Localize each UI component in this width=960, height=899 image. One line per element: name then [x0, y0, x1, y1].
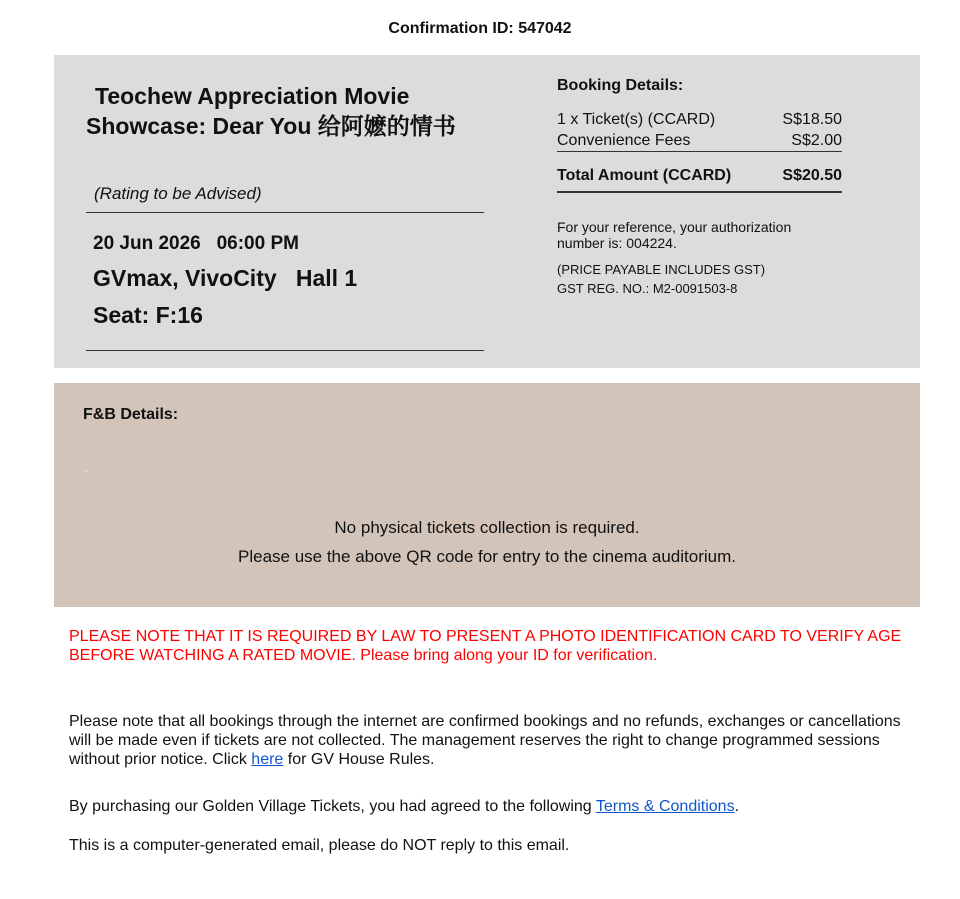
movie-rating: (Rating to be Advised): [94, 184, 262, 203]
ticket-price: S$18.50: [782, 111, 842, 128]
terms-statement: [69, 798, 909, 816]
booking-details-title: Booking Details:: [557, 77, 684, 94]
terms-suffix: .: [734, 798, 740, 815]
no-reply-notice: This is a computer-generated email, please do NOT reply to this email.: [69, 837, 570, 854]
fnb-panel: [54, 383, 920, 607]
total-label: Total Amount (CCARD): [557, 167, 732, 184]
terms-text: By purchasing our Golden Village Tickets, you had agreed to the following: [69, 798, 596, 815]
divider: [86, 212, 484, 213]
total-price: S$20.50: [782, 167, 842, 184]
confirmation-id: Confirmation ID: 547042: [388, 20, 572, 37]
ticket-label: 1 x Ticket(s) (CCARD): [557, 111, 716, 128]
qr-entry-message: Please use the above QR code for entry to the cinema auditorium.: [238, 547, 736, 566]
venue-name: GVmax, VivoCity: [93, 265, 277, 291]
photo-id-notice: PLEASE NOTE THAT IT IS REQUIRED BY LAW TO PRESENT A PHOTO IDENTIFICATION CARD TO VERIFY AGE BEFORE WATCHING A RATED MOVIE. Please bring along your ID for verification.: [69, 628, 902, 664]
booking-policy: [69, 712, 909, 769]
divider: [86, 350, 484, 351]
seat-number: Seat: F:16: [93, 302, 203, 328]
ticket-details-panel: [54, 55, 920, 368]
total-line: [557, 167, 842, 193]
movie-title-line1: Teochew Appreciation Movie: [95, 83, 410, 109]
show-venue: [93, 265, 357, 292]
movie-title-rest: Showcase: Dear You 给阿嬷的情书: [86, 113, 456, 139]
fnb-empty-marker: -: [84, 463, 88, 477]
fnb-title: F&B Details:: [83, 406, 179, 423]
movie-title: [86, 81, 484, 141]
show-time: 06:00 PM: [216, 233, 299, 254]
authorization-reference: For your reference, your authorization number is: 004224.: [557, 219, 792, 251]
collection-message: No physical tickets collection is required.: [334, 518, 640, 537]
fee-line: [557, 132, 842, 152]
gst-note: (PRICE PAYABLE INCLUDES GST): [557, 262, 766, 277]
booking-policy-text: Please note that all bookings through the internet are confirmed bookings and no refunds, exchanges or cancellations will be made even if tickets are not collected. The management reserves the right to change programmed sessions without prior notice. Click: [69, 713, 901, 768]
ticket-line: [557, 111, 842, 129]
show-date: 20 Jun 2026: [93, 233, 201, 254]
fee-price: S$2.00: [791, 132, 842, 149]
terms-link[interactable]: Terms & Conditions: [595, 798, 735, 815]
booking-policy-suffix: for GV House Rules.: [283, 751, 435, 768]
gst-registration: GST REG. NO.: M2-0091503-8: [557, 281, 738, 296]
house-rules-link[interactable]: here: [251, 751, 284, 768]
fee-label: Convenience Fees: [557, 132, 691, 149]
hall-name: Hall 1: [295, 265, 358, 291]
show-datetime: [93, 233, 299, 255]
